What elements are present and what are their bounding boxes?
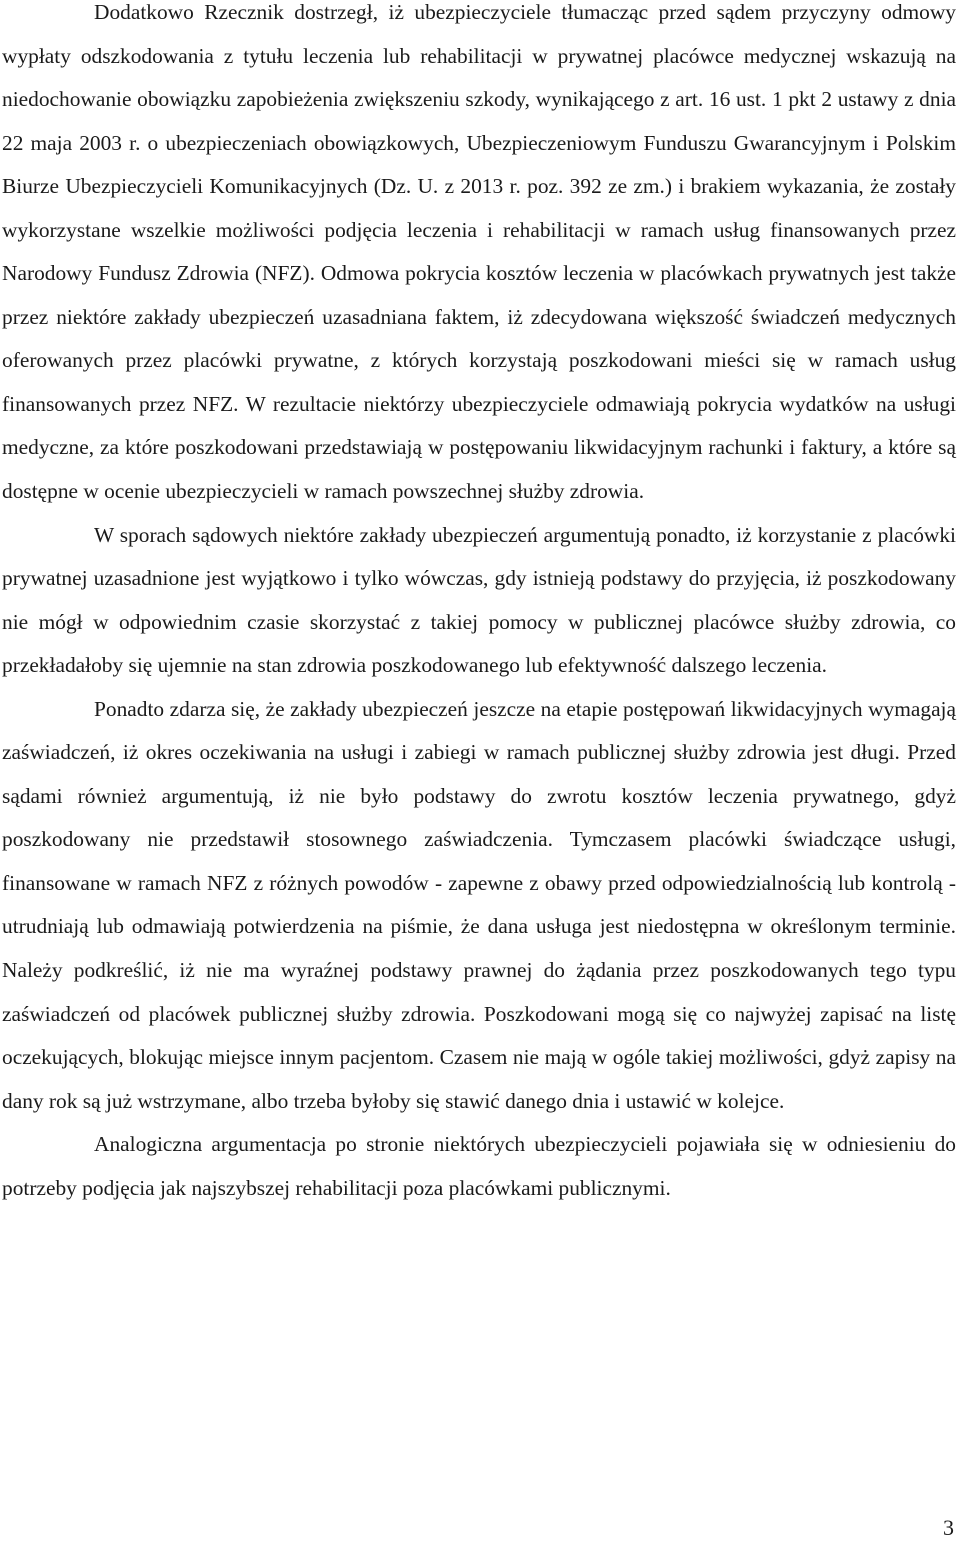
- paragraph-3: Ponadto zdarza się, że zakłady ubezpieczeń jeszcze na etapie postępowań likwidacyjnych wymagają zaświadczeń, iż okres oczekiwania na usługi i zabiegi w ramach publicznej służby zdrowia jest długi. Przed sądami również argumentują, iż nie było podstawy do zwrotu kosztów leczenia prywatnego, gdyż poszkodowany nie przedstawił stosownego zaświadczenia. Tymczasem placówki świadczące usługi, finansowane w ramach NFZ z różnych powodów - zapewne z obawy przed odpowiedzialnością lub kontrolą - utrudniają lub odmawiają potwierdzenia na piśmie, że dana usługa jest niedostępna w określonym terminie. Należy podkreślić, iż nie ma wyraźnej podstawy prawnej do żądania przez poszkodowanych tego typu zaświadczeń od placówek publicznej służby zdrowia. Poszkodowani mogą się co najwyżej zapisać na listę oczekujących, blokując miejsce innym pacjentom. Czasem nie mają w ogóle takiej możliwości, gdyż zapisy na dany rok są już wstrzymane, albo trzeba byłoby się stawić danego dnia i ustawić w kolejce.: [2, 696, 956, 1113]
- page-number: 3: [943, 1515, 954, 1540]
- document-body: [2, 0, 956, 1210]
- paragraph-1: Dodatkowo Rzecznik dostrzegł, iż ubezpieczyciele tłumacząc przed sądem przyczyny odmowy wypłaty odszkodowania z tytułu leczenia lub rehabilitacji w prywatnej placówce medycznej wskazują na niedochowanie obowiązku zapobieżenia zwiększeniu szkody, wynikającego z art. 16 ust. 1 pkt 2 ustawy z dnia 22 maja 2003 r. o ubezpieczeniach obowiązkowych, Ubezpieczeniowym Funduszu Gwarancyjnym i Polskim Biurze Ubezpieczycieli Komunikacyjnych (Dz. U. z 2013 r. poz. 392 ze zm.) i brakiem wykazania, że zostały wykorzystane wszelkie możliwości podjęcia leczenia i rehabilitacji w ramach usług finansowanych przez Narodowy Fundusz Zdrowia (NFZ). Odmowa pokrycia kosztów leczenia w placówkach prywatnych jest także przez niektóre zakłady ubezpieczeń uzasadniana faktem, iż zdecydowana większość świadczeń medycznych oferowanych przez placówki prywatne, z których korzystają poszkodowani mieści się w ramach usług finansowanych przez NFZ. W rezultacie niektórzy ubezpieczyciele odmawiają pokrycia wydatków na usługi medyczne, za które poszkodowani przedstawiają w postępowaniu likwidacyjnym rachunki i faktury, a które są dostępne w ocenie ubezpieczycieli w ramach powszechnej służby zdrowia.: [2, 0, 956, 504]
- paragraph-2: W sporach sądowych niektóre zakłady ubezpieczeń argumentują ponadto, iż korzystanie z placówki prywatnej uzasadnione jest wyjątkowo i tylko wówczas, gdy istnieją podstawy do przyjęcia, iż poszkodowany nie mógł w odpowiednim czasie skorzystać z takiej pomocy w publicznej placówce służby zdrowia, co przekładałoby się ujemnie na stan zdrowia poszkodowanego lub efektywność dalszego leczenia.: [2, 522, 956, 678]
- paragraph-4: Analogiczna argumentacja po stronie niektórych ubezpieczycieli pojawiała się w odniesieniu do potrzeby podjęcia jak najszybszej rehabilitacji poza placówkami publicznymi.: [2, 1132, 956, 1200]
